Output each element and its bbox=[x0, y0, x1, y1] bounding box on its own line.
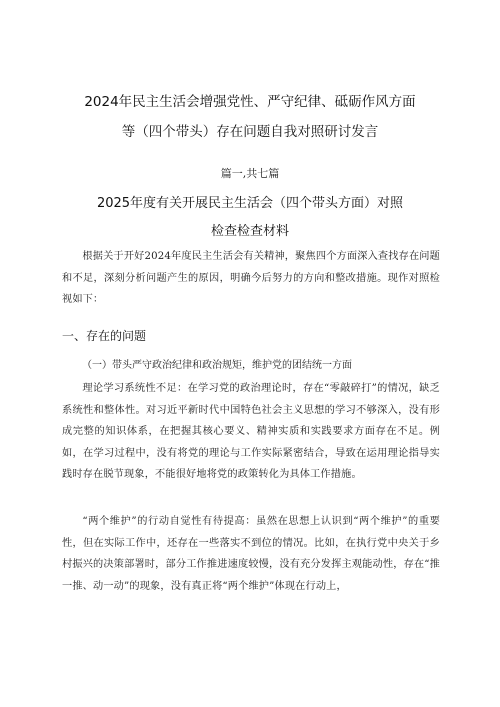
body-paragraph-2: “两个维护”的行动自觉性有待提高：虽然在思想上认识到“两个维护”的重要性，但在实际工作中，还存在一些落实不到位的情况。比如，在执行党中央关于乡村振兴的决策部署时，部分工作推进速度较慢，没有充分发挥主观能动性，存在“推一推、动一动”的现象，没有真正将“两个维护”体现在行动上， bbox=[62, 516, 440, 592]
intro-paragraph: 根据关于开好2024年度民主生活会有关精神，聚焦四个方面深入查找存在问题和不足，深刻分析问题产生的原因，明确今后努力的方向和整改措施。现作对照检视如下： bbox=[62, 251, 440, 305]
document-title-line2: 等（四个带头）存在问题自我对照研讨发言 bbox=[121, 124, 379, 140]
body-paragraph-1: 理论学习系统性不足：在学习党的政治理论时，存在“零敲碎打”的情况，缺乏系统性和整体性。对习近平新时代中国特色社会主义思想的学习不够深入，没有形成完整的知识体系，在把握其核心要义、精神实质和实践要求方面存在不足。例如，在学习过程中，没有将党的理论与工作实际紧密结合，导致在运用理论指导实践时存在脱节现象，不能很好地将党的政策转化为具体工作措施。 bbox=[62, 383, 440, 480]
subtitle-line2: 检查检查材料 bbox=[210, 224, 289, 239]
section-heading: 一、存在的问题 bbox=[62, 329, 147, 343]
chapter-indicator: 篇一,共七篇 bbox=[220, 167, 280, 180]
document-title-line1: 2024年民主生活会增强党性、严守纪律、砥砺作风方面 bbox=[84, 94, 416, 110]
subtitle-line1: 2025年度有关开展民主生活会（四个带头方面）对照 bbox=[96, 196, 404, 211]
subsection-heading: （一）带头严守政治纪律和政治规矩，维护党的团结统一方面 bbox=[82, 360, 352, 371]
